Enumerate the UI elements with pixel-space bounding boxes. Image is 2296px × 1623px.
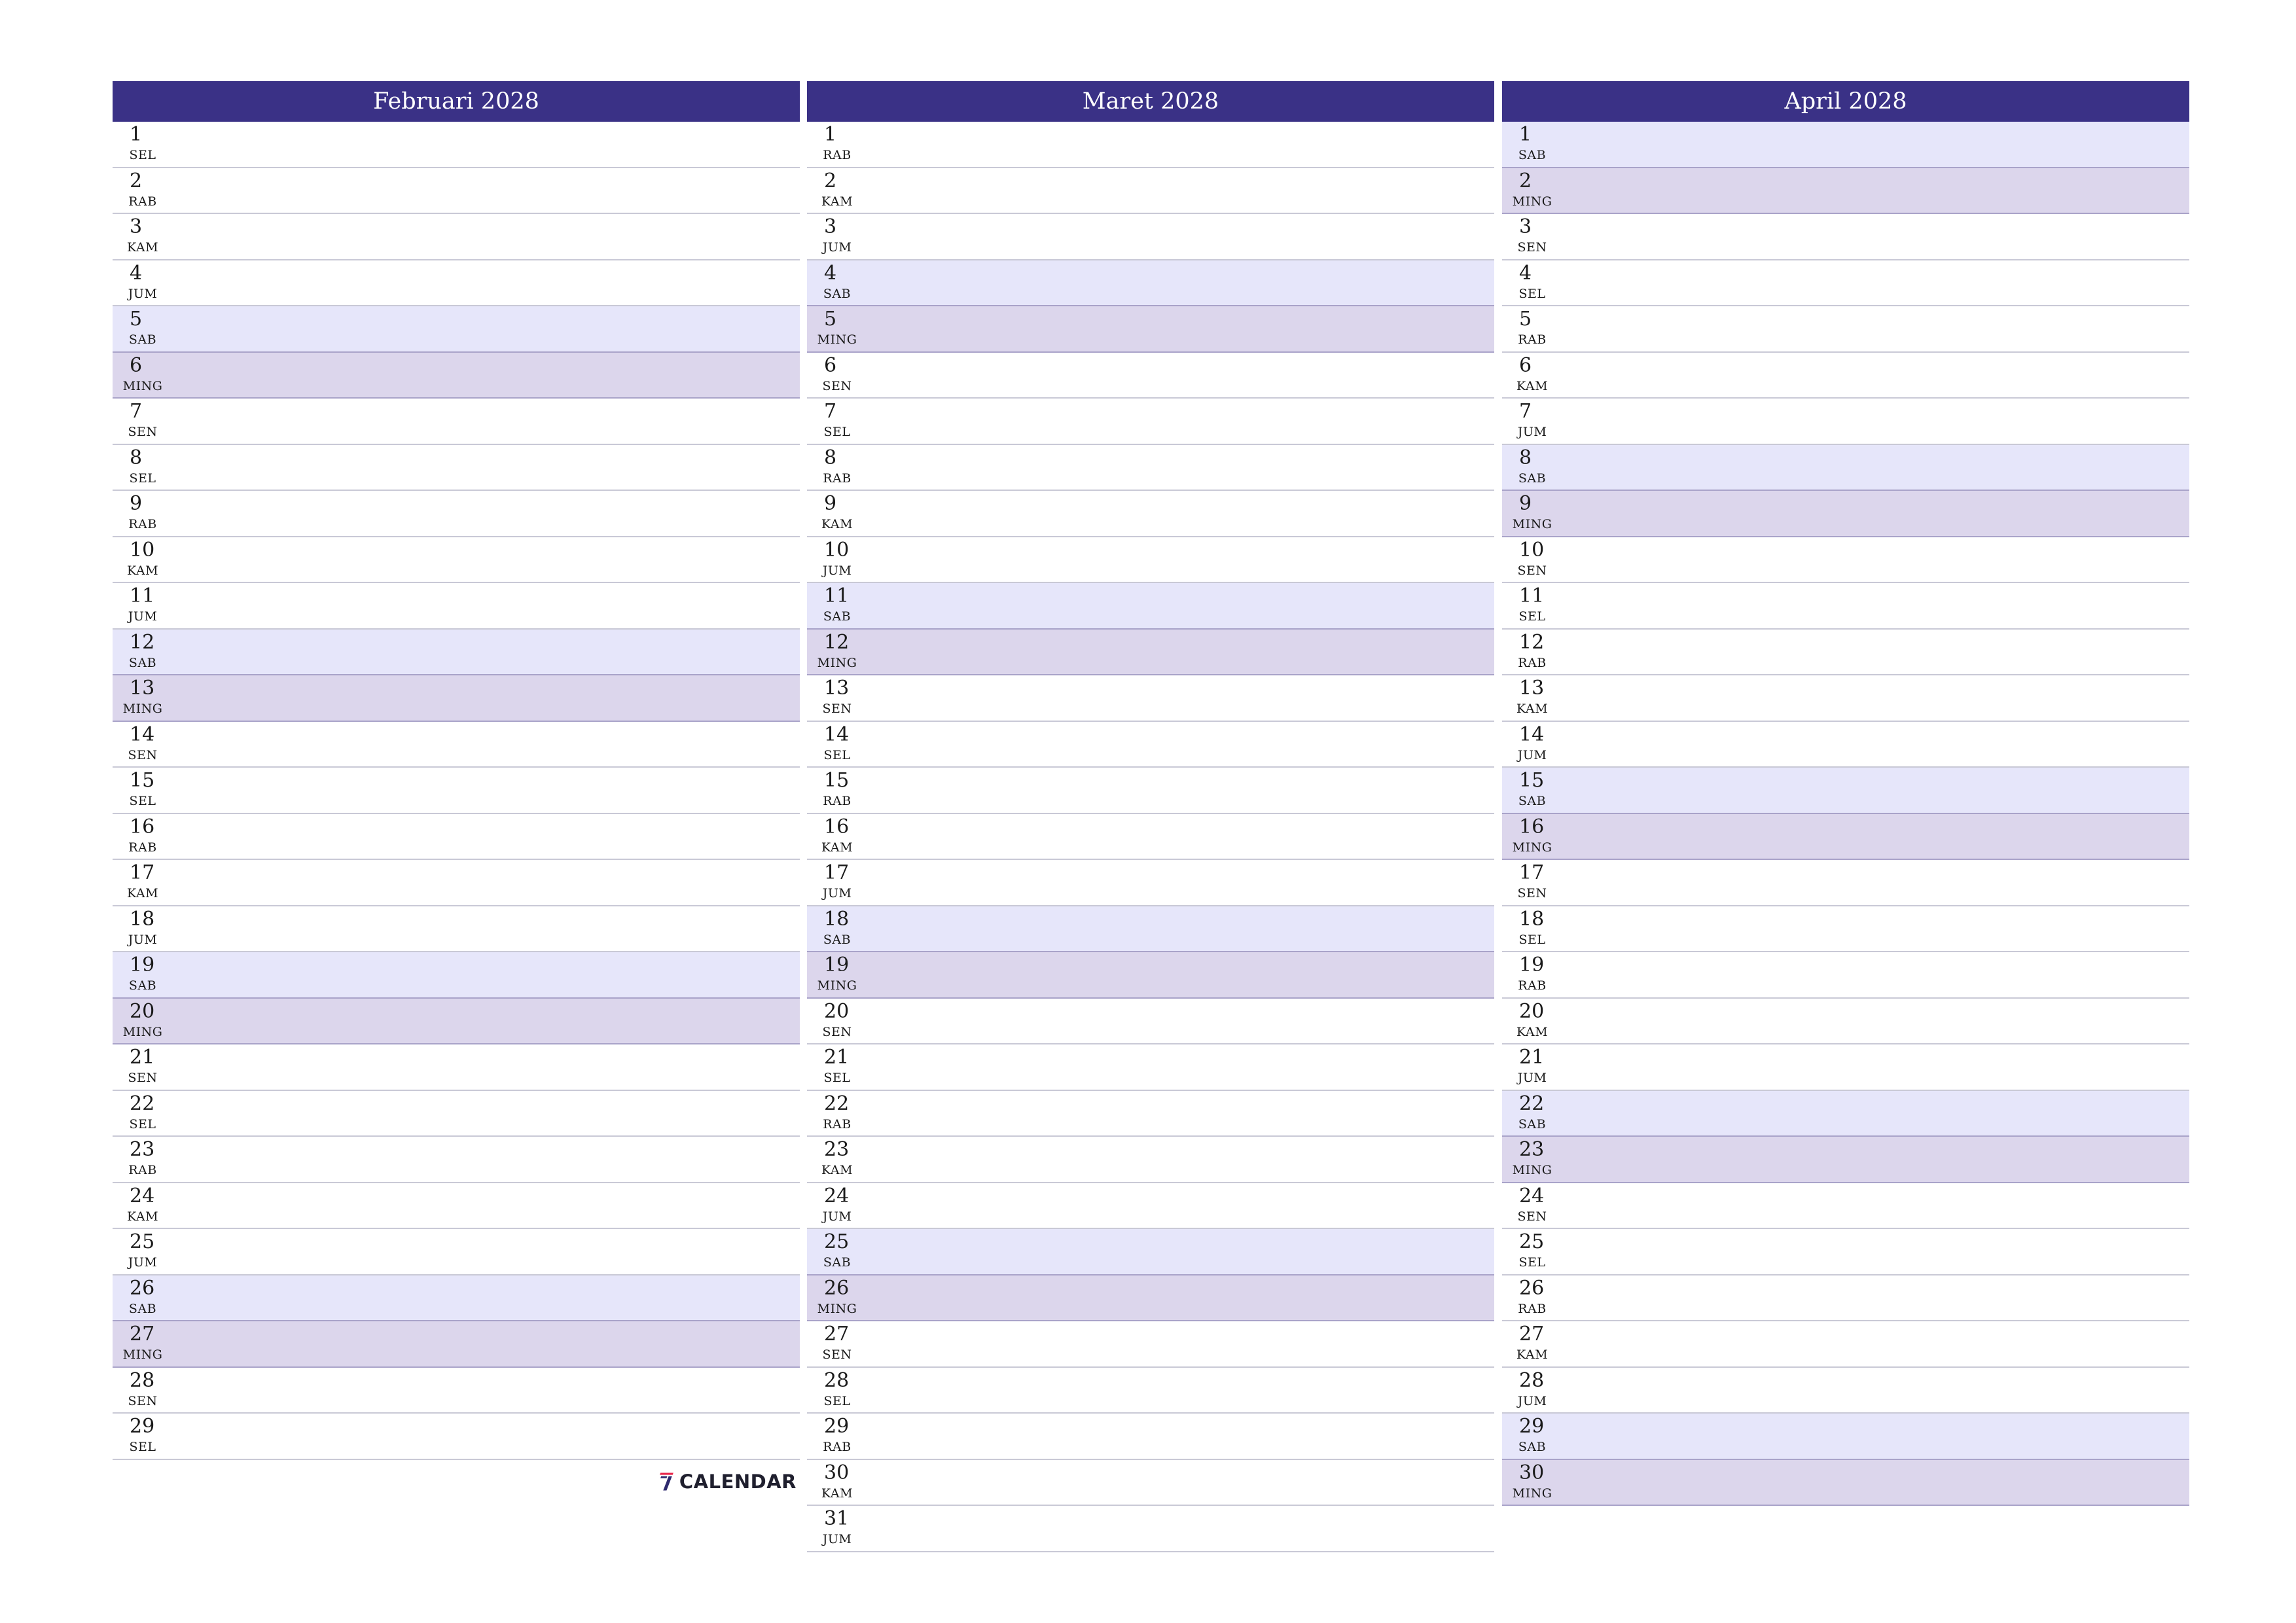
day-row: [113, 399, 800, 445]
day-number: 9: [824, 492, 837, 515]
day-row: [807, 999, 1494, 1045]
day-row: [113, 952, 800, 999]
day-number: 22: [824, 1092, 850, 1115]
weekday-name: KAM: [1516, 702, 1549, 716]
day-row: [113, 860, 800, 906]
weekday-name: MING: [817, 655, 857, 670]
day-row: [807, 768, 1494, 814]
weekday-name: JUM: [1517, 1393, 1547, 1408]
day-row: [1502, 214, 2189, 260]
weekday-name: KAM: [821, 1486, 853, 1501]
month-column-februari: [113, 81, 800, 1460]
day-row: [807, 1183, 1494, 1230]
day-number: 12: [1519, 630, 1545, 654]
day-row: [113, 260, 800, 307]
day-number: 17: [1519, 861, 1545, 884]
day-number: 14: [824, 722, 850, 746]
day-row: [807, 445, 1494, 491]
day-number: 24: [1519, 1184, 1545, 1207]
weekday-name: SAB: [1518, 148, 1547, 162]
day-number: 4: [130, 261, 143, 285]
day-number: 2: [1519, 169, 1532, 192]
day-row: [113, 814, 800, 861]
day-row: [807, 1137, 1494, 1183]
day-row: [1502, 306, 2189, 353]
day-number: 3: [130, 215, 143, 238]
day-list: [113, 122, 800, 1460]
weekday-name: SEL: [823, 747, 851, 762]
weekday-name: MING: [1512, 517, 1552, 531]
weekday-name: SEL: [129, 794, 156, 808]
weekday-name: KAM: [821, 517, 853, 531]
day-number: 6: [824, 353, 837, 377]
day-number: 16: [1519, 815, 1545, 838]
weekday-name: SEL: [1518, 1255, 1546, 1270]
weekday-name: SEL: [129, 1116, 156, 1132]
weekday-name: MING: [817, 1301, 857, 1316]
day-number: 29: [1519, 1415, 1545, 1438]
day-row: [1502, 260, 2189, 307]
day-number: 18: [130, 907, 155, 931]
day-number: 23: [130, 1138, 155, 1161]
day-row: [1502, 1137, 2189, 1183]
weekday-name: JUM: [822, 563, 852, 578]
day-number: 19: [824, 954, 850, 976]
logo-text: CALENDAR: [679, 1471, 797, 1493]
day-number: 7: [130, 400, 143, 423]
weekday-name: RAB: [823, 471, 852, 486]
day-row: [1502, 675, 2189, 722]
seven-calendar-logo-icon: [659, 1463, 674, 1500]
day-row: [113, 906, 800, 953]
day-number: 5: [130, 308, 143, 330]
weekday-name: RAB: [1518, 1301, 1547, 1316]
day-number: 27: [824, 1323, 850, 1346]
day-row: [1502, 814, 2189, 861]
day-number: 7: [1519, 400, 1532, 423]
weekday-name: SEL: [129, 148, 156, 162]
day-number: 11: [130, 584, 155, 607]
day-row: [807, 906, 1494, 953]
day-row: [1502, 491, 2189, 537]
day-number: 7: [824, 400, 837, 423]
day-number: 11: [824, 584, 850, 607]
weekday-name: JUM: [1517, 425, 1547, 439]
day-row: [113, 1368, 800, 1414]
weekday-name: SEL: [1518, 932, 1546, 947]
day-number: 18: [824, 907, 850, 931]
day-number: 15: [824, 769, 850, 792]
day-row: [113, 1137, 800, 1183]
weekday-name: JUM: [1517, 747, 1547, 762]
day-row: [807, 1229, 1494, 1275]
day-row: [807, 399, 1494, 445]
weekday-name: SAB: [128, 978, 157, 993]
day-number: 1: [130, 123, 143, 146]
day-number: 21: [1519, 1046, 1545, 1069]
day-row: [113, 445, 800, 491]
day-number: 16: [130, 815, 155, 838]
weekday-name: JUM: [1517, 1071, 1547, 1085]
day-row: [807, 537, 1494, 584]
day-number: 3: [1519, 215, 1532, 238]
day-number: 26: [130, 1276, 155, 1300]
weekday-name: RAB: [823, 794, 852, 808]
day-number: 24: [130, 1184, 155, 1207]
day-row: [807, 675, 1494, 722]
day-number: 2: [130, 169, 143, 192]
day-row: [807, 1506, 1494, 1552]
day-number: 2: [824, 169, 837, 192]
day-row: [113, 1229, 800, 1275]
day-row: [807, 122, 1494, 168]
day-row: [1502, 1414, 2189, 1460]
weekday-name: KAM: [1516, 1347, 1549, 1362]
day-number: 27: [130, 1323, 155, 1346]
day-number: 25: [130, 1230, 155, 1253]
day-row: [1502, 1275, 2189, 1322]
day-number: 13: [130, 677, 155, 700]
day-row: [807, 814, 1494, 861]
month-header: April 2028: [1502, 81, 2189, 122]
day-number: 14: [1519, 722, 1545, 746]
day-list: [1502, 122, 2189, 1506]
weekday-name: JUM: [822, 1209, 852, 1224]
day-number: 29: [824, 1415, 850, 1438]
weekday-name: SEL: [823, 425, 851, 439]
day-row: [1502, 399, 2189, 445]
day-number: 15: [130, 769, 155, 792]
weekday-name: SAB: [823, 932, 852, 947]
day-number: 8: [1519, 446, 1532, 469]
weekday-name: JUM: [128, 609, 158, 624]
brand-logo: [659, 1463, 797, 1500]
day-row: [807, 860, 1494, 906]
weekday-name: SEN: [128, 1071, 158, 1085]
day-row: [113, 1091, 800, 1137]
day-number: 16: [824, 815, 850, 838]
day-row: [113, 675, 800, 722]
day-row: [1502, 630, 2189, 676]
day-number: 23: [824, 1138, 850, 1161]
day-row: [1502, 1368, 2189, 1414]
day-row: [807, 583, 1494, 630]
weekday-name: MING: [122, 1024, 163, 1039]
weekday-name: MING: [1512, 840, 1552, 855]
weekday-name: SEN: [128, 1393, 158, 1408]
weekday-name: SEL: [823, 1071, 851, 1085]
day-number: 21: [824, 1046, 850, 1069]
day-number: 20: [824, 999, 850, 1023]
weekday-name: SEL: [129, 471, 156, 486]
day-row: [807, 353, 1494, 399]
day-number: 1: [824, 123, 837, 146]
weekday-name: MING: [817, 332, 857, 347]
day-row: [1502, 999, 2189, 1045]
day-number: 17: [824, 861, 850, 884]
day-row: [1502, 168, 2189, 215]
day-row: [113, 214, 800, 260]
day-number: 30: [824, 1461, 850, 1484]
weekday-name: MING: [1512, 1163, 1552, 1177]
day-number: 28: [130, 1368, 155, 1392]
day-number: 21: [130, 1046, 155, 1069]
day-row: [1502, 353, 2189, 399]
weekday-name: SEN: [822, 1347, 852, 1362]
day-row: [1502, 1321, 2189, 1368]
day-number: 9: [1519, 492, 1532, 515]
day-number: 24: [824, 1184, 850, 1207]
weekday-name: SEL: [129, 1440, 156, 1454]
day-number: 11: [1519, 584, 1545, 607]
weekday-name: SAB: [128, 332, 157, 347]
day-row: [113, 353, 800, 399]
day-row: [1502, 122, 2189, 168]
day-row: [113, 537, 800, 584]
day-row: [1502, 1183, 2189, 1230]
day-number: 9: [130, 492, 143, 515]
day-number: 6: [1519, 353, 1532, 377]
day-row: [807, 1091, 1494, 1137]
day-row: [807, 168, 1494, 215]
day-number: 28: [1519, 1368, 1545, 1392]
day-row: [807, 214, 1494, 260]
month-header: Maret 2028: [807, 81, 1494, 122]
weekday-name: SEN: [128, 747, 158, 762]
weekday-name: KAM: [821, 840, 853, 855]
day-row: [807, 952, 1494, 999]
day-number: 22: [1519, 1092, 1545, 1115]
day-row: [1502, 906, 2189, 953]
weekday-name: SAB: [1518, 794, 1547, 808]
weekday-name: SEN: [1517, 563, 1547, 578]
weekday-name: SAB: [823, 1255, 852, 1270]
day-row: [1502, 722, 2189, 768]
weekday-name: KAM: [1516, 1024, 1549, 1039]
day-number: 10: [824, 538, 850, 562]
day-row: [1502, 1044, 2189, 1091]
weekday-name: MING: [1512, 1486, 1552, 1501]
weekday-name: JUM: [822, 1532, 852, 1546]
day-number: 28: [824, 1368, 850, 1392]
day-row: [113, 1275, 800, 1322]
day-number: 13: [824, 677, 850, 700]
weekday-name: MING: [817, 978, 857, 993]
weekday-name: RAB: [128, 194, 157, 209]
weekday-name: KAM: [126, 886, 159, 901]
weekday-name: KAM: [126, 1209, 159, 1224]
day-number: 17: [130, 861, 155, 884]
day-number: 12: [130, 630, 155, 654]
weekday-name: SAB: [823, 609, 852, 624]
day-number: 12: [824, 630, 850, 654]
weekday-name: SAB: [1518, 1116, 1547, 1132]
weekday-name: KAM: [1516, 378, 1549, 393]
day-list: [807, 122, 1494, 1552]
weekday-name: SEL: [1518, 286, 1546, 301]
weekday-name: KAM: [126, 563, 159, 578]
weekday-name: KAM: [126, 240, 159, 255]
day-number: 20: [1519, 999, 1545, 1023]
weekday-name: MING: [122, 702, 163, 716]
weekday-name: SEN: [1517, 240, 1547, 255]
day-number: 29: [130, 1415, 155, 1438]
day-row: [113, 168, 800, 215]
weekday-name: RAB: [1518, 655, 1547, 670]
weekday-name: JUM: [822, 886, 852, 901]
weekday-name: KAM: [821, 1163, 853, 1177]
weekday-name: SEN: [822, 1024, 852, 1039]
month-header: Februari 2028: [113, 81, 800, 122]
day-number: 19: [130, 954, 155, 976]
month-column-maret: [807, 81, 1494, 1552]
weekday-name: RAB: [1518, 332, 1547, 347]
month-column-april: [1502, 81, 2189, 1506]
day-row: [1502, 445, 2189, 491]
weekday-name: SEN: [1517, 886, 1547, 901]
day-number: 5: [824, 308, 837, 330]
day-row: [1502, 1229, 2189, 1275]
day-row: [113, 722, 800, 768]
weekday-name: SEL: [823, 1393, 851, 1408]
weekday-name: RAB: [823, 1116, 852, 1132]
day-row: [113, 583, 800, 630]
weekday-name: RAB: [1518, 978, 1547, 993]
weekday-name: MING: [122, 1347, 163, 1362]
day-row: [1502, 583, 2189, 630]
day-number: 23: [1519, 1138, 1545, 1161]
day-row: [113, 1183, 800, 1230]
weekday-name: SEN: [1517, 1209, 1547, 1224]
day-number: 5: [1519, 308, 1532, 330]
weekday-name: SAB: [128, 655, 157, 670]
day-number: 8: [130, 446, 143, 469]
day-row: [807, 1414, 1494, 1460]
day-number: 19: [1519, 954, 1545, 976]
day-row: [807, 1460, 1494, 1507]
day-row: [807, 1275, 1494, 1322]
weekday-name: JUM: [128, 1255, 158, 1270]
weekday-name: MING: [122, 378, 163, 393]
day-row: [113, 122, 800, 168]
weekday-name: SEN: [822, 378, 852, 393]
weekday-name: RAB: [128, 1163, 157, 1177]
weekday-name: SAB: [1518, 1440, 1547, 1454]
day-row: [113, 1044, 800, 1091]
day-number: 4: [1519, 261, 1532, 285]
day-row: [113, 491, 800, 537]
day-row: [807, 260, 1494, 307]
day-number: 27: [1519, 1323, 1545, 1346]
day-number: 10: [1519, 538, 1545, 562]
weekday-name: RAB: [128, 517, 157, 531]
day-number: 1: [1519, 123, 1532, 146]
day-number: 31: [824, 1507, 850, 1530]
weekday-name: SAB: [128, 1301, 157, 1316]
day-number: 25: [824, 1230, 850, 1253]
day-row: [807, 1321, 1494, 1368]
day-row: [1502, 537, 2189, 584]
day-row: [807, 1044, 1494, 1091]
weekday-name: SEN: [128, 425, 158, 439]
day-number: 26: [824, 1276, 850, 1300]
weekday-name: SAB: [1518, 471, 1547, 486]
day-number: 8: [824, 446, 837, 469]
day-row: [807, 1368, 1494, 1414]
day-number: 20: [130, 999, 155, 1023]
weekday-name: RAB: [823, 148, 852, 162]
weekday-name: MING: [1512, 194, 1552, 209]
day-number: 6: [130, 353, 143, 377]
day-number: 30: [1519, 1461, 1545, 1484]
weekday-name: KAM: [821, 194, 853, 209]
weekday-name: JUM: [822, 240, 852, 255]
day-row: [1502, 1460, 2189, 1507]
weekday-name: SEN: [822, 702, 852, 716]
day-number: 18: [1519, 907, 1545, 931]
weekday-name: RAB: [823, 1440, 852, 1454]
day-row: [113, 1414, 800, 1460]
day-number: 25: [1519, 1230, 1545, 1253]
weekday-name: JUM: [128, 286, 158, 301]
day-row: [113, 630, 800, 676]
weekday-name: SEL: [1518, 609, 1546, 624]
weekday-name: SAB: [823, 286, 852, 301]
day-number: 15: [1519, 769, 1545, 792]
weekday-name: RAB: [128, 840, 157, 855]
day-row: [807, 722, 1494, 768]
day-row: [1502, 1091, 2189, 1137]
weekday-name: JUM: [128, 932, 158, 947]
day-row: [113, 1321, 800, 1368]
day-row: [1502, 860, 2189, 906]
day-row: [1502, 768, 2189, 814]
day-number: 4: [824, 261, 837, 285]
day-row: [1502, 952, 2189, 999]
day-row: [113, 306, 800, 353]
day-row: [807, 491, 1494, 537]
day-number: 10: [130, 538, 155, 562]
day-row: [807, 630, 1494, 676]
day-number: 13: [1519, 677, 1545, 700]
day-row: [807, 306, 1494, 353]
day-number: 26: [1519, 1276, 1545, 1300]
day-row: [113, 999, 800, 1045]
day-number: 22: [130, 1092, 155, 1115]
day-number: 14: [130, 722, 155, 746]
day-number: 3: [824, 215, 837, 238]
day-row: [113, 768, 800, 814]
